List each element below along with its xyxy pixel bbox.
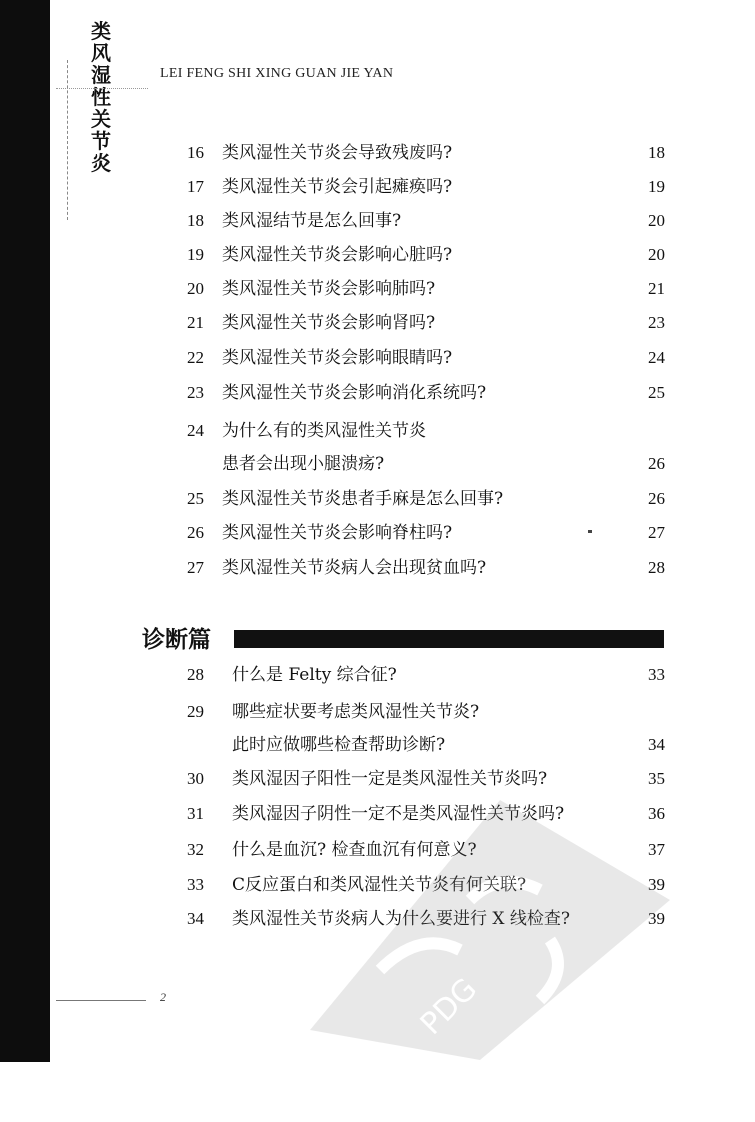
toc-entry: 33 C反应蛋白和类风湿性关节炎有何关联? 39 [187, 875, 665, 895]
section-header-diagnosis: 诊断篇 [142, 625, 664, 655]
print-speck [588, 530, 592, 533]
toc-entry: 28 什么是 Felty 综合征? 33 [187, 665, 665, 685]
toc-entry: 30 类风湿因子阳性一定是类风湿性关节炎吗? 35 [187, 769, 665, 789]
toc-entry: 21 类风湿性关节炎会影响肾吗? 23 [187, 313, 665, 333]
toc-entry: 22 类风湿性关节炎会影响眼睛吗? 24 [187, 348, 665, 368]
decorative-dotted-line [56, 88, 148, 89]
pinyin-header: LEI FENG SHI XING GUAN JIE YAN [160, 66, 394, 81]
toc-entry-continuation: 此时应做哪些检查帮助诊断? 34 [232, 735, 665, 755]
decorative-dashed-line [67, 60, 68, 220]
toc-entry: 20 类风湿性关节炎会影响肺吗? 21 [187, 279, 665, 299]
toc-entry: 26 类风湿性关节炎会影响脊柱吗? 27 [187, 523, 665, 543]
toc-entry: 19 类风湿性关节炎会影响心脏吗? 20 [187, 245, 665, 265]
section-header-bar [234, 630, 664, 648]
footer-rule [56, 1000, 146, 1001]
toc-entry: 27 类风湿性关节炎病人会出现贫血吗? 28 [187, 558, 665, 578]
toc-entry: 18 类风湿结节是怎么回事? 20 [187, 211, 665, 231]
toc-entry: 31 类风湿因子阴性一定不是类风湿性关节炎吗? 36 [187, 804, 665, 824]
toc-entry: 34 类风湿性关节炎病人为什么要进行 X 线检查? 39 [187, 909, 665, 929]
toc-entry: 25 类风湿性关节炎患者手麻是怎么回事? 26 [187, 489, 665, 509]
toc-entry: 32 什么是血沉? 检查血沉有何意义? 37 [187, 840, 665, 860]
toc-entry: 24 为什么有的类风湿性关节炎 [187, 421, 426, 441]
toc-entry: 29 哪些症状要考虑类风湿性关节炎? [187, 702, 480, 722]
page-number: 2 [160, 990, 166, 1004]
toc-entry-continuation: 患者会出现小腿溃疡? 26 [222, 454, 665, 474]
toc-entry: 23 类风湿性关节炎会影响消化系统吗? 25 [187, 383, 665, 403]
toc-entry: 17 类风湿性关节炎会引起瘫痪吗? 19 [187, 177, 665, 197]
watermark-text: PDG [413, 971, 485, 1042]
black-spine-bar [0, 0, 50, 1062]
toc-entry: 16 类风湿性关节炎会导致残废吗? 18 [187, 143, 665, 163]
vertical-book-title: 类 风 湿 性 关 节 炎 [91, 19, 111, 175]
